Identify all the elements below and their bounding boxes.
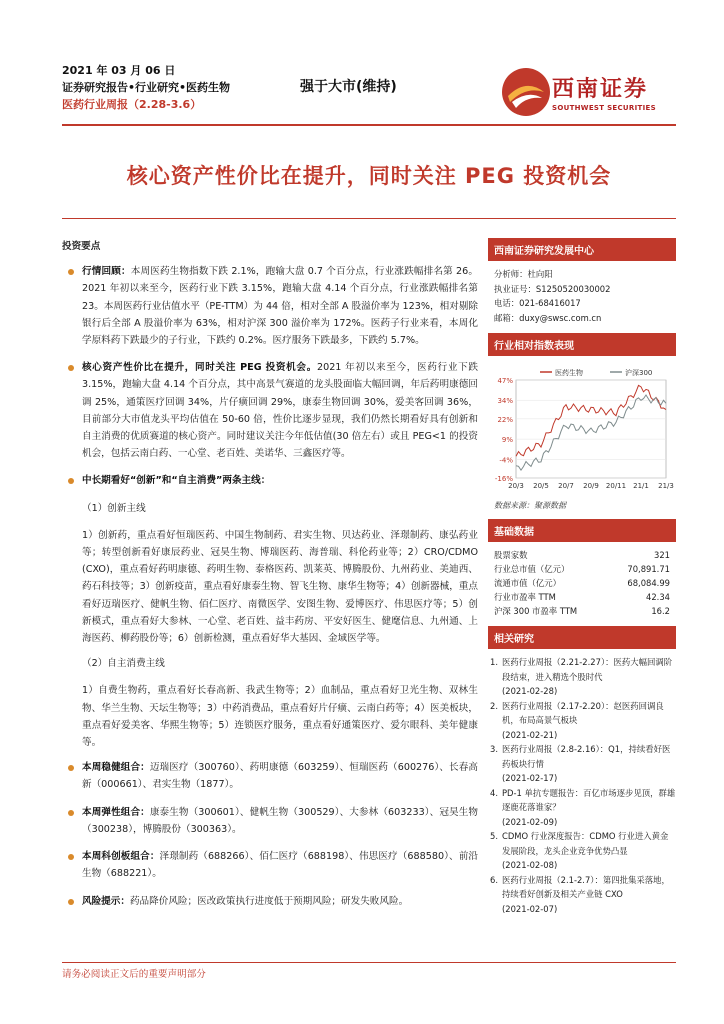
bullet-label: 行情回顾：	[82, 266, 131, 278]
header-left	[62, 62, 230, 113]
research-title: 医药行业周报（2.17-2.20）：赵医药回调良机，布局高景气板块	[502, 700, 664, 725]
basic-key: 流通市值（亿元）	[494, 578, 561, 588]
research-item[interactable]	[488, 873, 676, 917]
footer-note: 请务必阅读正文后的重要声明部分	[62, 969, 206, 980]
basic-value: 68,084.99	[627, 578, 670, 588]
bullet-label: 风险提示：	[82, 895, 130, 907]
research-num: 2.	[490, 700, 498, 711]
footer-divider	[62, 962, 676, 963]
bullet-text: 本周医药生物指数下跌 2.1%，跑输大盘 0.7 个百分点，行业涨跌幅排名第 26。2021 年初以来至今，医药行业下跌 3.15%，跑输大盘 4.14 个百分点，行业涨跌幅排名第 23。本周医药行业估值水平（PE-TTM）为 44 倍，相对全部 A 股溢价率为 123%，相对剔除银行后全部 A 股溢价率为 63%，相对沪深 300 溢价率为 172%。医药子行业来看，本周化学原料药下跌最少的子行业，下跌约 0.2%。医疗服务下跌最多，下跌约 5.7%。	[82, 266, 478, 347]
bullet-label: 本周稳健组合：	[82, 762, 150, 774]
chart-heading: 行业相对指数表现	[488, 333, 676, 356]
basic-table	[488, 548, 676, 618]
x-tick-label: 20/5	[533, 482, 549, 490]
x-tick-label: 21/3	[658, 482, 674, 490]
research-title: CDMO 行业深度报告：CDMO 行业进入黄金发展阶段，龙头企业竞争优势凸显	[502, 831, 669, 856]
basic-key: 股票家数	[494, 550, 528, 560]
basic-row	[488, 562, 676, 576]
basic-key: 行业总市值（亿元）	[494, 564, 570, 574]
header-divider	[62, 124, 676, 126]
rating: 强于大市(维持)	[300, 79, 397, 95]
x-tick-label: 20/3	[508, 482, 524, 490]
main-column	[62, 238, 478, 920]
basic-row	[488, 590, 676, 604]
logo-text: 西南证券	[552, 77, 649, 102]
email[interactable]: 邮箱：duxy@swsc.com.cn	[494, 312, 602, 323]
x-tick-label: 20/9	[583, 482, 599, 490]
phone: 电话：021-68416017	[494, 298, 581, 308]
research-date: (2021-02-28)	[502, 686, 558, 696]
research-item[interactable]	[488, 699, 676, 743]
basic-row	[488, 604, 676, 618]
research-num: 3.	[490, 744, 498, 754]
bullet-text: 康泰生物（300601）、健帆生物（300529）、大参林（603233）、冠昊生物（300238），博腾股份（300363）。	[82, 806, 479, 835]
consumption-text: 1）自费生物药，重点看好长春高新、我武生物等；2）血制品，重点看好卫光生物、双林生物、华兰生物、天坛生物等；3）中药消费品，重点看好片仔癀、云南白药等；4）医美板块，重点看好爱美客、华熙生物等；5）连锁医疗服务，重点看好通策医疗、爱尔眼科、美年健康等。	[82, 685, 478, 749]
research-num: 4.	[490, 787, 498, 798]
bullet-risk	[62, 893, 478, 910]
innovation-text: 1）创新药，重点看好恒瑞医药、中国生物制药、君实生物、贝达药业、泽璟制药、康弘药业等；转型创新看好康辰药业、冠昊生物、博瑞医药、海普瑞、科伦药业等；2）CRO/CDMO (CXO)，重点看好药明康德、药明生物、泰格医药、凯莱英、博腾股份、九州药业、美迪西、药石科技等；3）创新疫苗，重点看好康泰生物、智飞生物、康华生物等；4）创新器械，重点看好迈瑞医疗、健帆生物、佰仁医疗、南微医学、安图生物、爱博医疗、伟思医疗等；5）创新模式，重点看好大参林、一心堂、老百姓、益丰药房、平安好医生、健麾信息、九州通、上海医药、柳药股份等；6）创新检测，重点看好华大基因、金域医学等。	[82, 529, 478, 645]
bullet-label: 本周弹性组合：	[82, 806, 150, 818]
research-num: 6.	[490, 874, 498, 885]
bullet-text: 药品降价风险；医改政策执行进度低于预期风险；研发失败风险。	[129, 895, 409, 907]
series-line	[516, 395, 666, 470]
legend-label: 医药生物	[555, 369, 583, 377]
basic-row	[488, 576, 676, 590]
y-tick-label: 22%	[497, 415, 513, 424]
research-item[interactable]	[488, 655, 676, 699]
research-num: 1.	[490, 657, 498, 667]
bullet-elastic-portfolio	[62, 804, 478, 838]
research-list	[488, 655, 676, 916]
basic-value: 70,891.71	[627, 564, 670, 574]
analyst: 分析师：杜向阳	[494, 269, 553, 279]
research-item[interactable]	[488, 829, 676, 873]
title-divider	[62, 218, 676, 219]
research-date: (2021-02-07)	[502, 903, 558, 914]
bullet-core-assets	[62, 359, 478, 462]
bullet-label: 中长期看好“创新”和“自主消费”两条主线：	[82, 475, 271, 487]
research-date: (2021-02-09)	[502, 816, 558, 827]
report-category: 证券研究报告•行业研究•医药生物	[62, 81, 231, 94]
research-date: (2021-02-21)	[502, 729, 558, 740]
bullet-long-term	[62, 472, 478, 489]
research-title: 医药行业周报（2.8-2.16）：Q1，持续看好医药板块行情	[502, 744, 671, 769]
relative-index-chart	[488, 362, 676, 498]
license: 执业证号：S1250520030002	[494, 283, 611, 294]
bullet-label: 本周科创板组合：	[82, 851, 160, 863]
team-heading: 西南证券研究发展中心	[488, 238, 676, 261]
chart-source: 数据来源：聚源数据	[494, 501, 566, 510]
sidebar	[488, 238, 676, 916]
basic-key: 沪深 300 市盈率 TTM	[494, 606, 578, 616]
bullet-market-review	[62, 263, 478, 349]
report-date: 2021 年 03 月 06 日	[62, 64, 176, 77]
research-item[interactable]	[488, 742, 676, 786]
page-title: 核心资产性价比在提升，同时关注 PEG 投资机会	[126, 164, 612, 188]
basic-heading: 基础数据	[488, 519, 676, 542]
y-tick-label: -4%	[499, 456, 513, 465]
x-tick-label: 20/11	[605, 482, 627, 490]
bullet-text: 迈瑞医疗（300760）、药明康德（603259）、恒瑞医药（600276）、长春高新（000661）、君实生物（1877）。	[82, 762, 479, 791]
basic-value: 16.2	[651, 606, 670, 616]
research-title: 医药行业周报（2.21-2.27）：医药大幅回调阶段结束，进入精选个股时代	[502, 657, 673, 682]
bullet-text: 2021 年初以来至今，医药行业下跌 3.15%，跑输大盘 4.14 个百分点，其中高景气赛道的龙头股面临大幅回调，年后药明康德回调 25%，通策医疗回调 34%，片仔癀回调 29%，康泰生物回调 30%，爱美客回调 36%，目前部分大市值龙头平均估值在 50-60 倍，性价比逐步显现，我们仍然长期看好具有创新和自主消费的优质赛道的核心资产。同时建议关注今年低估值(30 倍左右）或且 PEG<1 的投资机会，包括云南白药、一心堂、老百姓、美诺华、三鑫医疗等。	[82, 362, 479, 460]
research-date: (2021-02-08)	[502, 860, 558, 870]
plot-frame	[516, 380, 666, 478]
legend-label: 沪深300	[625, 369, 653, 377]
research-title: PD-1 单抗专题报告：百亿市场逐步见顶，群雄逐鹿花落谁家？	[502, 787, 676, 812]
report-weekly: 医药行业周报（2.28-3.6）	[62, 98, 202, 111]
chart-box	[488, 362, 676, 498]
section-heading: 投资要点	[62, 241, 101, 252]
bullet-label: 核心资产性价比在提升，同时关注 PEG 投资机会。	[82, 362, 317, 374]
x-tick-label: 20/7	[558, 482, 574, 490]
basic-value: 42.34	[646, 592, 670, 602]
bullet-star-portfolio	[62, 848, 478, 882]
x-tick-label: 21/1	[633, 482, 649, 490]
y-tick-label: -16%	[494, 475, 513, 483]
y-tick-label: 9%	[501, 436, 513, 445]
subheading-consumption: （2）自主消费主线	[82, 658, 165, 670]
basic-key: 行业市盈率 TTM	[494, 592, 556, 602]
bullet-text: 泽璟制药（688266）、佰仁医疗（688198）、伟思医疗（688580）、前沿生物（688221）。	[82, 851, 479, 880]
research-date: (2021-02-17)	[502, 773, 558, 783]
subheading-innovation: （1）创新主线	[82, 502, 146, 514]
logo-sub: SOUTHWEST SECURITIES	[552, 104, 656, 112]
basic-value: 321	[654, 550, 670, 560]
research-title: 医药行业周报（2.1-2.7）：第四批集采落地，持续看好创新及相关产业链 CXO	[502, 874, 670, 899]
series-line	[516, 385, 666, 456]
research-num: 5.	[490, 831, 498, 841]
y-tick-label: 34%	[497, 397, 513, 406]
bullet-stable-portfolio	[62, 759, 478, 793]
y-tick-label: 47%	[497, 377, 513, 385]
basic-row	[488, 548, 676, 562]
research-heading: 相关研究	[488, 626, 676, 649]
research-item[interactable]	[488, 786, 676, 830]
